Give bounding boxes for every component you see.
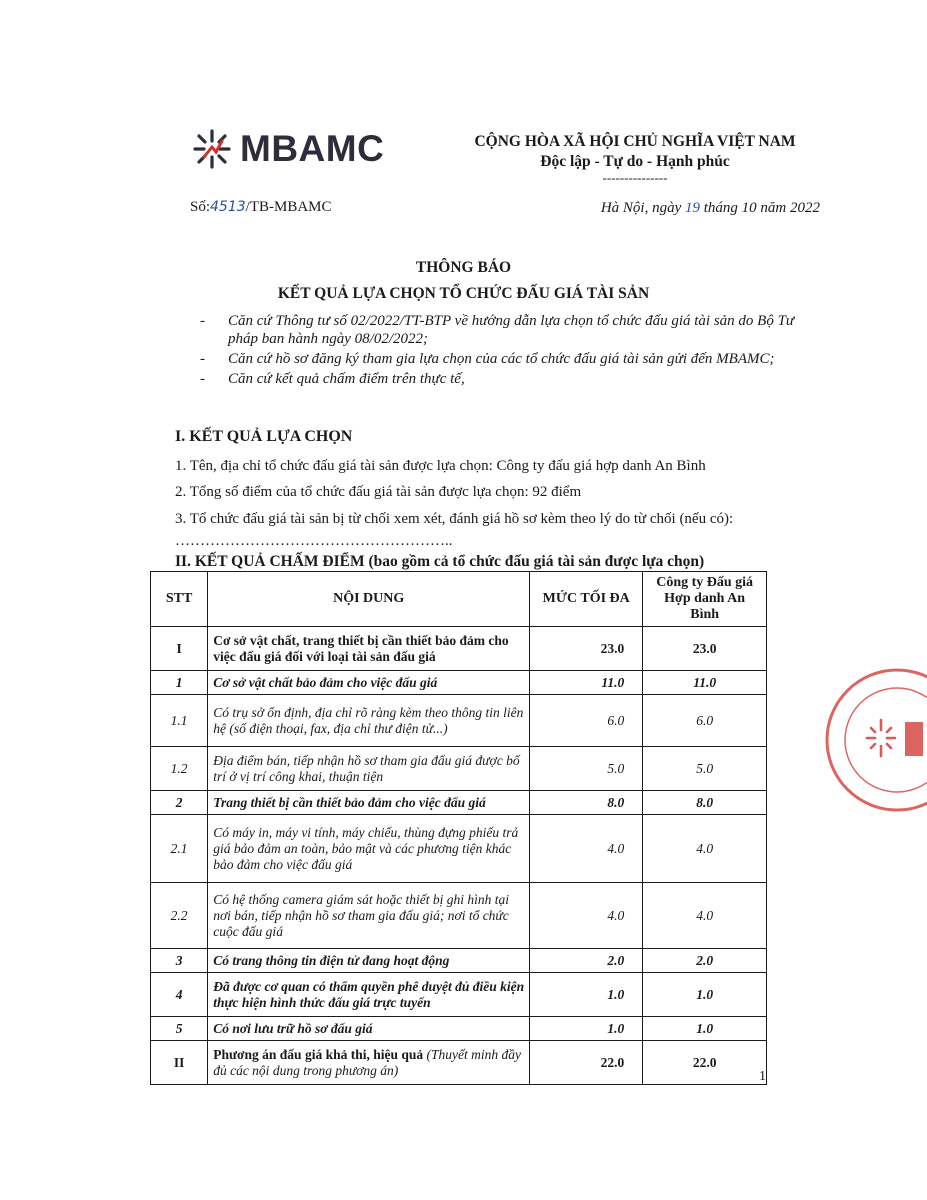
row-content-bold: Phương án đấu giá khả thi, hiệu quả: [213, 1046, 424, 1062]
row-stt: II: [151, 1041, 208, 1085]
row-value: 4.0: [643, 883, 767, 949]
table-row: [151, 1017, 767, 1041]
header-content: NỘI DUNG: [208, 572, 530, 627]
header-company: Công ty Đấu giá Hợp danh An Bình: [643, 572, 767, 627]
section-1-heading: I. KẾT QUẢ LỰA CHỌN: [175, 428, 353, 445]
notice-subtitle: KẾT QUẢ LỰA CHỌN TỔ CHỨC ĐẤU GIÁ TÀI SẢN: [277, 285, 650, 302]
table-row: [151, 1041, 767, 1085]
row-stt: 5: [151, 1017, 208, 1041]
date-day: 19: [685, 200, 700, 216]
row-max: 5.0: [530, 747, 643, 791]
row-value: 11.0: [643, 671, 767, 695]
table-row: [151, 883, 767, 949]
row-max: 11.0: [530, 671, 643, 695]
row-content: Đã được cơ quan có thẩm quyền phê duyệt đủ điều kiện thực hiện hình thức đấu giá trực tuyến: [208, 973, 530, 1017]
section-2-heading: II. KẾT QUẢ CHẤM ĐIỂM (bao gồm cả tổ chức đấu giá tài sản được lựa chọn): [175, 553, 705, 570]
notice-title: THÔNG BÁO: [415, 259, 512, 276]
section-1-item-1: 1. Tên, địa chỉ tổ chức đấu giá tài sản được lựa chọn: Công ty đấu giá hợp danh An Bình: [175, 458, 706, 474]
row-value: 8.0: [643, 791, 767, 815]
doc-no-handwritten: 4513: [210, 199, 246, 215]
company-seal-stamp: [815, 660, 927, 820]
document-date: [601, 200, 820, 217]
row-content: Trang thiết bị cần thiết bảo đảm cho việc đấu giá: [208, 791, 530, 815]
row-content-italic: (Thuyết minh đầy đủ các nội dung trong phương án): [213, 1046, 521, 1078]
national-line-2: Độc lập - Tự do - Hạnh phúc: [540, 153, 730, 170]
row-stt: 2.2: [151, 883, 208, 949]
row-max: 4.0: [530, 815, 643, 883]
basis-item: - Căn cứ Thông tư số 02/2022/TT-BTP về hướng dẫn lựa chọn tổ chức đấu giá tài sản do Bộ Tư pháp ban hành ngày 08/02/2022;: [200, 312, 800, 348]
row-content: Cơ sở vật chất bảo đảm cho việc đấu giá: [208, 671, 530, 695]
page-number: 1: [759, 1069, 766, 1084]
row-content: Có trụ sở ổn định, địa chỉ rõ ràng kèm theo thông tin liên hệ (số điện thoại, fax, địa chỉ thư điện tử...): [208, 695, 530, 747]
mbamc-logo: [190, 126, 400, 172]
row-stt: 2.1: [151, 815, 208, 883]
row-max: 23.0: [530, 627, 643, 671]
row-content: Có máy in, máy vi tính, máy chiếu, thùng đựng phiếu trả giá bảo đảm an toàn, bảo mật và các phương tiện khác bảo đảm cho việc đấu giá: [208, 815, 530, 883]
table-row: [151, 949, 767, 973]
row-value: 5.0: [643, 747, 767, 791]
row-value: 1.0: [643, 1017, 767, 1041]
document-number: [190, 199, 332, 216]
table-row: [151, 695, 767, 747]
row-max: 2.0: [530, 949, 643, 973]
row-max: 8.0: [530, 791, 643, 815]
row-max: 4.0: [530, 883, 643, 949]
row-max: 22.0: [530, 1041, 643, 1085]
legal-bases: [200, 312, 800, 390]
row-content: Cơ sở vật chất, trang thiết bị cần thiết bảo đảm cho việc đấu giá đối với loại tài sản đấu giá: [208, 627, 530, 671]
table-row: [151, 791, 767, 815]
section-1-item-3: 3. Tổ chức đấu giá tài sản bị từ chối xem xét, đánh giá hồ sơ kèm theo lý do từ chối (nếu có): ………………………………………………..: [175, 511, 734, 549]
section-1-item-2: 2. Tổng số điểm của tổ chức đấu giá tài sản được lựa chọn: 92 điểm: [175, 484, 582, 500]
table-row: [151, 973, 767, 1017]
logo-text: MBAMC: [240, 128, 385, 169]
row-value: 23.0: [643, 627, 767, 671]
national-line-1: CỘNG HÒA XÃ HỘI CHỦ NGHĨA VIỆT NAM: [474, 133, 796, 150]
row-stt: 4: [151, 973, 208, 1017]
row-stt: I: [151, 627, 208, 671]
row-content: Có hệ thống camera giám sát hoặc thiết bị ghi hình tại nơi bán, tiếp nhận hồ sơ tham gia đấu giá; nơi tổ chức cuộc đấu giá: [208, 883, 530, 949]
table-row: [151, 815, 767, 883]
basis-item: - Căn cứ hồ sơ đăng ký tham gia lựa chọn của các tổ chức đấu giá tài sản gửi đến MBAMC;: [200, 350, 800, 368]
row-stt: 3: [151, 949, 208, 973]
row-value: 22.0: [643, 1041, 767, 1085]
row-stt: 1: [151, 671, 208, 695]
row-stt: 1.2: [151, 747, 208, 791]
header-max: MỨC TỐI ĐA: [530, 572, 643, 627]
row-content: Có nơi lưu trữ hồ sơ đấu giá: [208, 1017, 530, 1041]
star-logo-icon: [190, 127, 234, 171]
row-content: Có trang thông tin điện tử đang hoạt động: [208, 949, 530, 973]
table-header-row: [151, 572, 767, 627]
row-content: [208, 1041, 530, 1085]
basis-item: - Căn cứ kết quả chấm điểm trên thực tế,: [200, 370, 800, 388]
row-value: 2.0: [643, 949, 767, 973]
row-value: 4.0: [643, 815, 767, 883]
national-rule: ---------------: [602, 170, 668, 185]
table-row: [151, 747, 767, 791]
row-max: 1.0: [530, 1017, 643, 1041]
date-suffix: tháng 10 năm 2022: [700, 200, 820, 216]
row-max: 6.0: [530, 695, 643, 747]
row-value: 6.0: [643, 695, 767, 747]
doc-no-prefix: Số:: [190, 199, 211, 215]
national-heading: [470, 132, 800, 184]
header-stt: STT: [151, 572, 208, 627]
row-max: 1.0: [530, 973, 643, 1017]
table-row: [151, 627, 767, 671]
date-prefix: Hà Nội, ngày: [600, 200, 685, 216]
row-stt: 2: [151, 791, 208, 815]
row-stt: 1.1: [151, 695, 208, 747]
table-row: [151, 671, 767, 695]
row-value: 1.0: [643, 973, 767, 1017]
score-table: [150, 571, 767, 1085]
doc-no-suffix: /TB-MBAMC: [245, 199, 332, 215]
row-content: Địa điểm bán, tiếp nhận hồ sơ tham gia đấu giá được bố trí ở vị trí công khai, thuận tiện: [208, 747, 530, 791]
